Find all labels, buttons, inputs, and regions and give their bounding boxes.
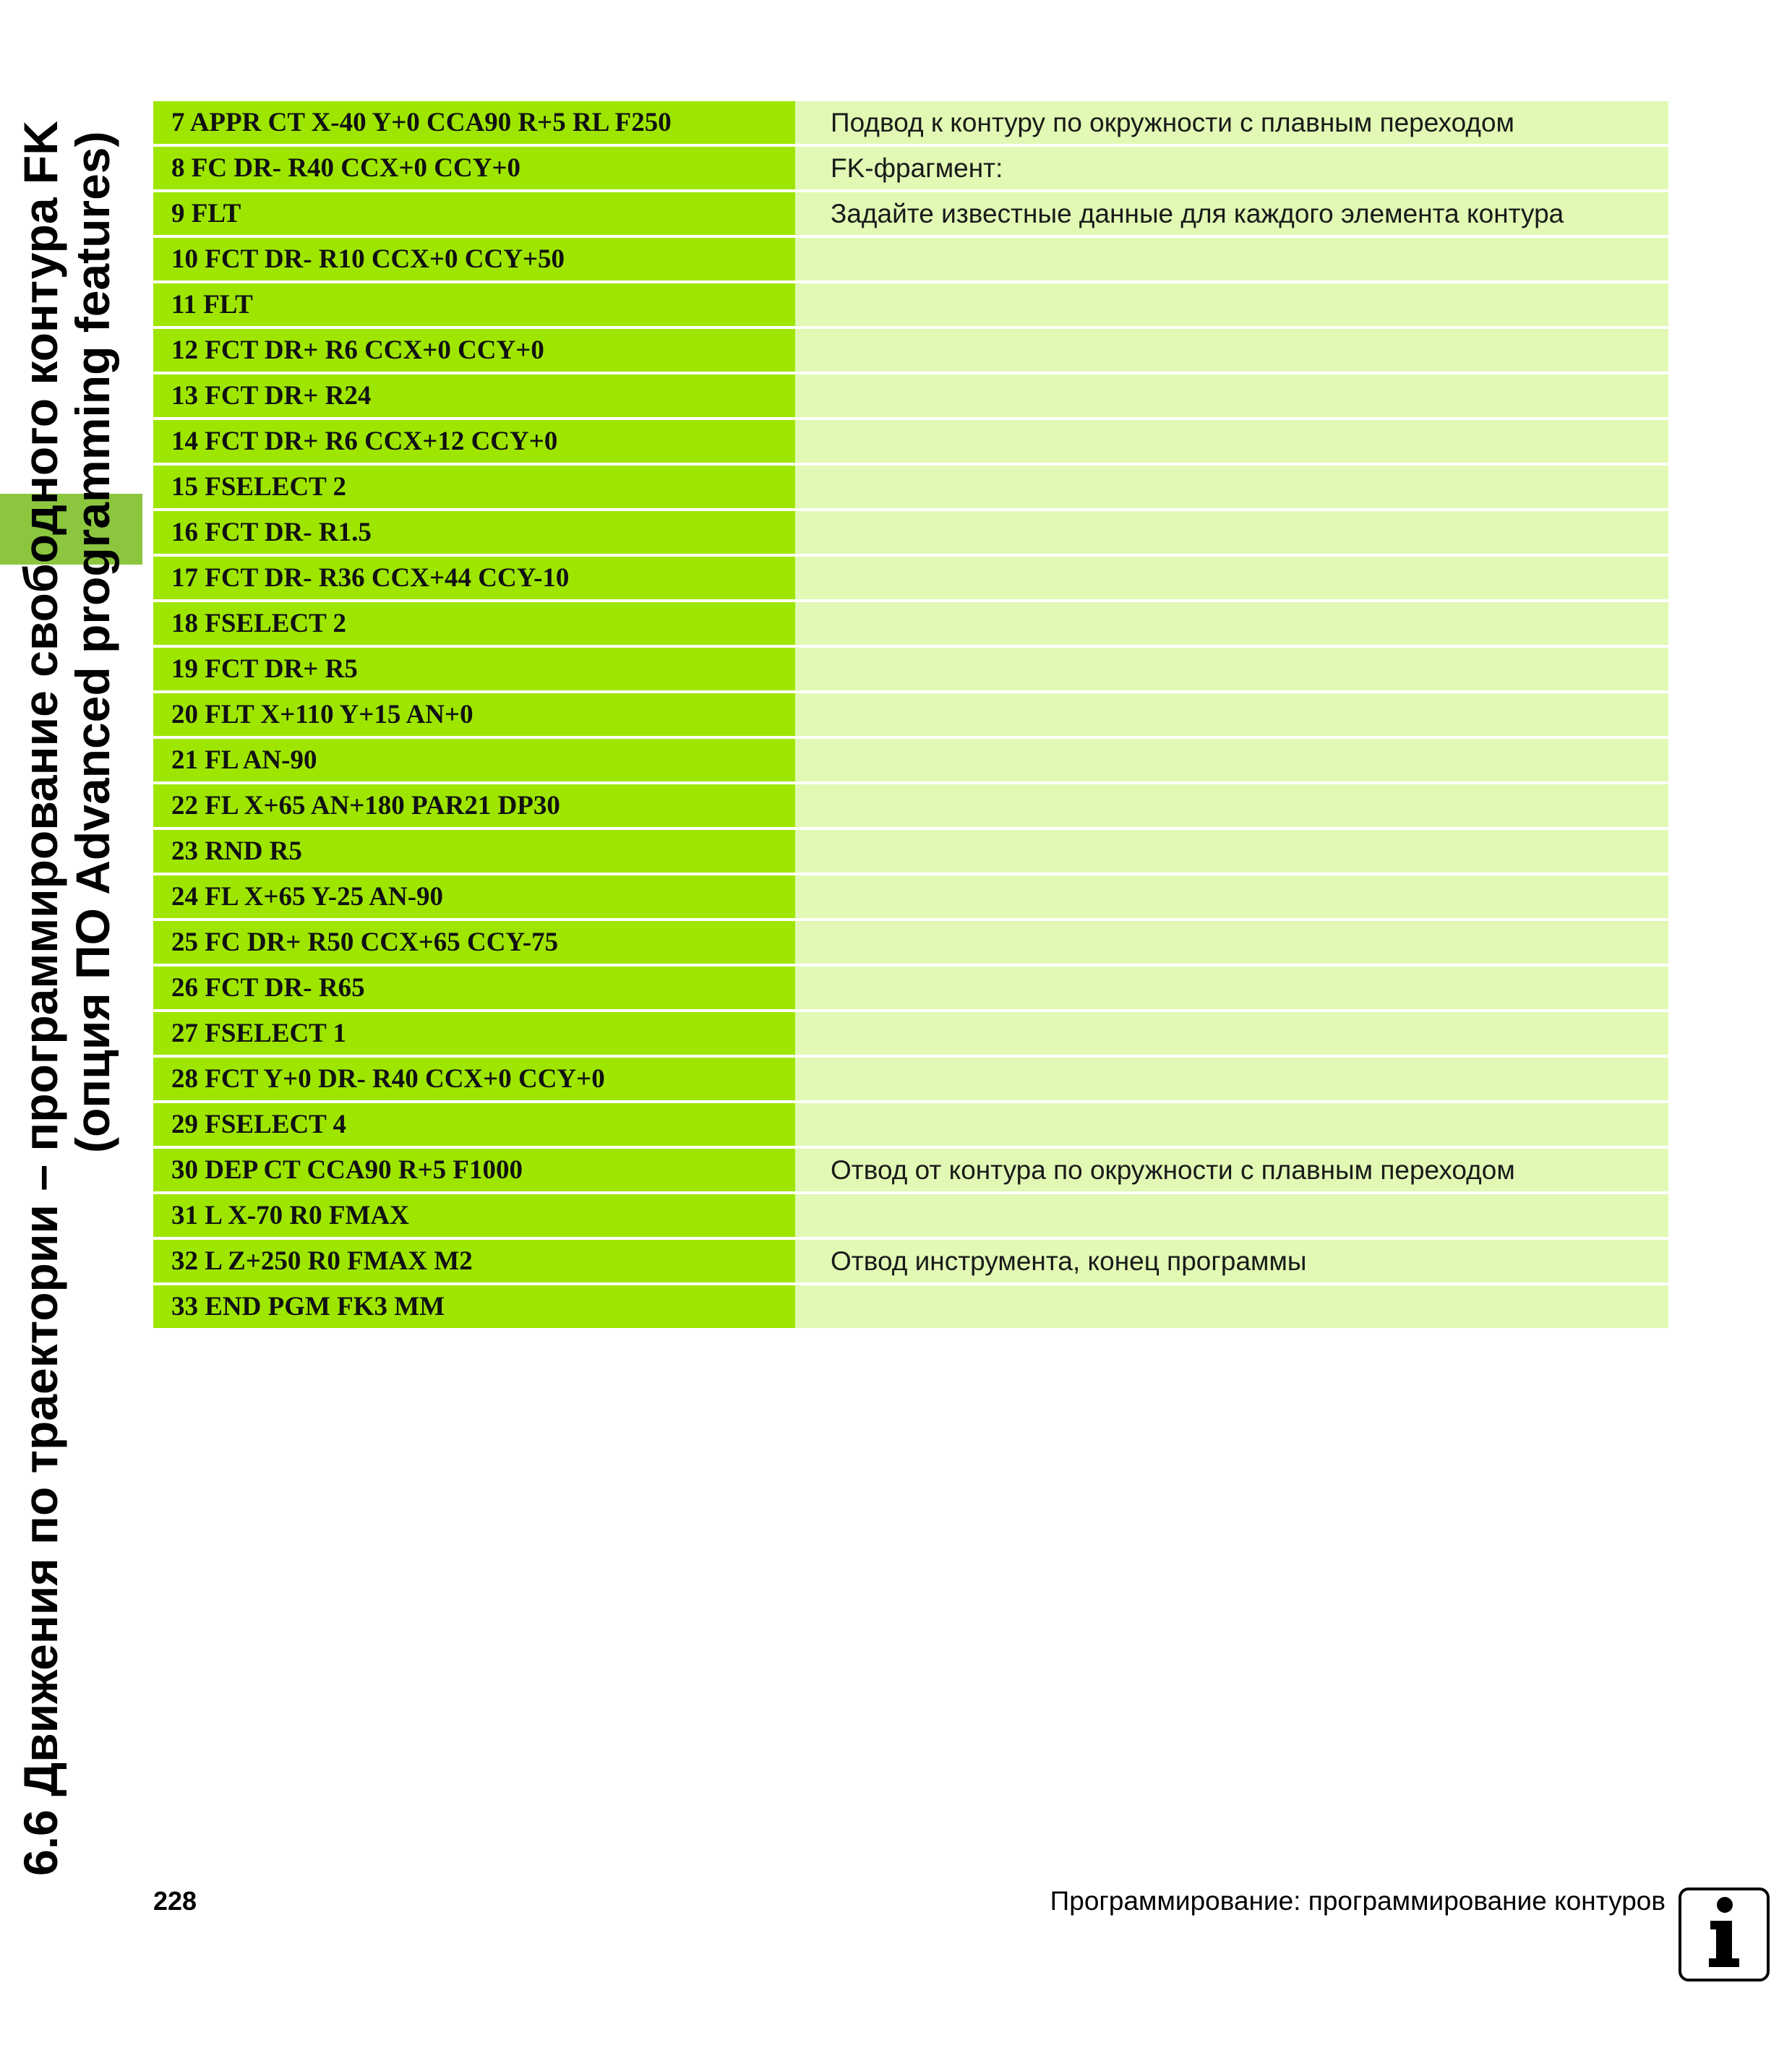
comment-cell [795, 602, 1668, 645]
chapter-title-line-1: 6.6 Движения по траектории – программирование свободного контура FK [14, 121, 67, 1876]
comment-cell [795, 329, 1668, 372]
table-row [153, 1285, 1668, 1328]
comment-cell [795, 830, 1668, 873]
table-row [153, 602, 1668, 645]
nc-code-cell: 7 APPR CT X-40 Y+0 CCA90 R+5 RL F250 [153, 101, 795, 144]
nc-code-cell: 26 FCT DR- R65 [153, 967, 795, 1009]
page-number: 228 [153, 1886, 197, 1916]
comment-cell [795, 739, 1668, 781]
table-row [153, 466, 1668, 508]
comment-cell [795, 1058, 1668, 1100]
comment-cell [795, 1103, 1668, 1146]
nc-code-cell: 16 FCT DR- R1.5 [153, 511, 795, 554]
comment-cell [795, 557, 1668, 599]
table-row [153, 875, 1668, 918]
comment-cell [795, 784, 1668, 827]
table-row [153, 1058, 1668, 1100]
comment-cell: Задайте известные данные для каждого элемента контура [795, 192, 1668, 235]
nc-code-cell: 27 FSELECT 1 [153, 1012, 795, 1055]
nc-code-cell: 23 RND R5 [153, 830, 795, 873]
comment-cell [795, 967, 1668, 1009]
chapter-side-title [14, 98, 119, 1876]
comment-cell [795, 511, 1668, 554]
info-icon [1679, 1888, 1770, 1981]
table-row [153, 1012, 1668, 1055]
comment-cell [795, 420, 1668, 463]
comment-cell: Отвод инструмента, конец программы [795, 1240, 1668, 1282]
table-row [153, 1194, 1668, 1237]
comment-cell [795, 283, 1668, 326]
nc-code-cell: 33 END PGM FK3 MM [153, 1285, 795, 1328]
nc-code-cell: 8 FC DR- R40 CCX+0 CCY+0 [153, 147, 795, 189]
nc-code-cell: 10 FCT DR- R10 CCX+0 CCY+50 [153, 238, 795, 280]
table-row [153, 557, 1668, 599]
table-row [153, 648, 1668, 690]
nc-code-cell: 28 FCT Y+0 DR- R40 CCX+0 CCY+0 [153, 1058, 795, 1100]
table-row [153, 101, 1668, 144]
nc-code-cell: 20 FLT X+110 Y+15 AN+0 [153, 693, 795, 736]
nc-code-cell: 31 L X-70 R0 FMAX [153, 1194, 795, 1237]
comment-cell [795, 238, 1668, 280]
table-row [153, 374, 1668, 417]
nc-code-cell: 17 FCT DR- R36 CCX+44 CCY-10 [153, 557, 795, 599]
nc-code-cell: 12 FCT DR+ R6 CCX+0 CCY+0 [153, 329, 795, 372]
nc-code-cell: 19 FCT DR+ R5 [153, 648, 795, 690]
chapter-title-line-2: (опция ПО Advanced programming features) [66, 131, 119, 1153]
table-row [153, 739, 1668, 781]
table-row [153, 511, 1668, 554]
table-row [153, 329, 1668, 372]
comment-cell [795, 374, 1668, 417]
comment-cell: Подвод к контуру по окружности с плавным переходом [795, 101, 1668, 144]
comment-cell [795, 693, 1668, 736]
nc-code-cell: 18 FSELECT 2 [153, 602, 795, 645]
nc-code-cell: 21 FL AN-90 [153, 739, 795, 781]
comment-cell: Отвод от контура по окружности с плавным переходом [795, 1149, 1668, 1191]
nc-code-cell: 11 FLT [153, 283, 795, 326]
nc-code-cell: 25 FC DR+ R50 CCX+65 CCY-75 [153, 921, 795, 964]
comment-cell [795, 1012, 1668, 1055]
table-row [153, 921, 1668, 964]
nc-code-cell: 9 FLT [153, 192, 795, 235]
comment-cell [795, 466, 1668, 508]
table-row [153, 967, 1668, 1009]
table-row [153, 420, 1668, 463]
nc-code-cell: 30 DEP CT CCA90 R+5 F1000 [153, 1149, 795, 1191]
nc-code-cell: 32 L Z+250 R0 FMAX M2 [153, 1240, 795, 1282]
comment-cell [795, 648, 1668, 690]
footer-title: Программирование: программирование контуров [1050, 1886, 1665, 1916]
nc-code-cell: 22 FL X+65 AN+180 PAR21 DP30 [153, 784, 795, 827]
comment-cell [795, 1285, 1668, 1328]
comment-cell: FK-фрагмент: [795, 147, 1668, 189]
table-row [153, 283, 1668, 326]
table-row [153, 147, 1668, 189]
table-row [153, 784, 1668, 827]
table-row [153, 238, 1668, 280]
table-row [153, 1149, 1668, 1191]
comment-cell [795, 921, 1668, 964]
nc-code-cell: 29 FSELECT 4 [153, 1103, 795, 1146]
nc-code-cell: 15 FSELECT 2 [153, 466, 795, 508]
nc-code-cell: 14 FCT DR+ R6 CCX+12 CCY+0 [153, 420, 795, 463]
nc-code-cell: 24 FL X+65 Y-25 AN-90 [153, 875, 795, 918]
table-row [153, 693, 1668, 736]
table-row [153, 830, 1668, 873]
table-row [153, 1240, 1668, 1282]
table-row [153, 1103, 1668, 1146]
nc-code-cell: 13 FCT DR+ R24 [153, 374, 795, 417]
comment-cell [795, 875, 1668, 918]
nc-program-table [153, 101, 1668, 1331]
comment-cell [795, 1194, 1668, 1237]
table-row [153, 192, 1668, 235]
